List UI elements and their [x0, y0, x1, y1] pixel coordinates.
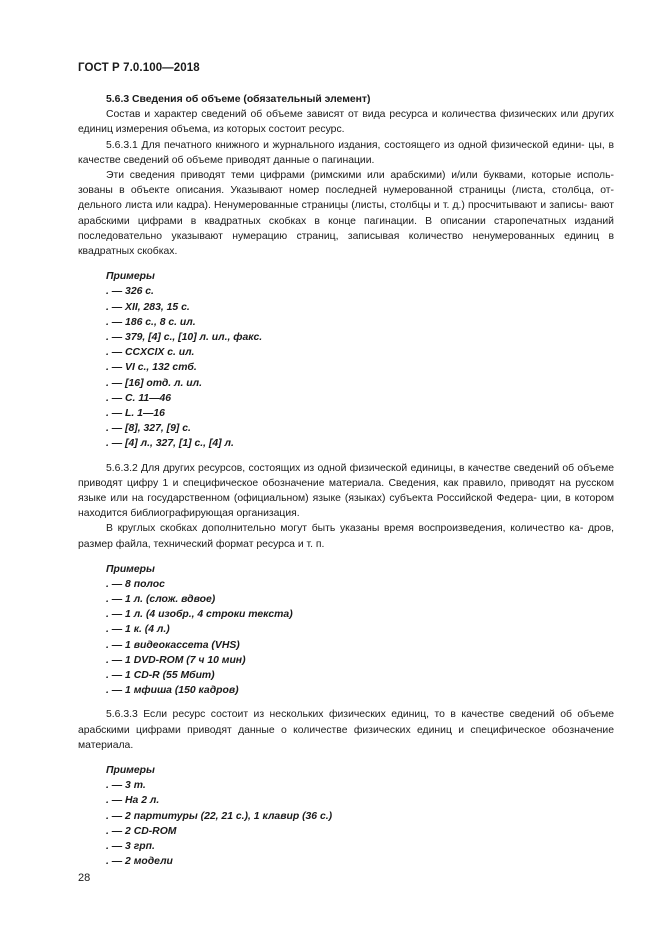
example-item: . — 1 к. (4 л.) [106, 624, 170, 636]
example-item: . — С. 11—46 [106, 392, 172, 404]
example-item: . — 326 с. [106, 286, 154, 298]
example-item: . — 186 с., 8 с. ил. [106, 316, 196, 328]
example-item: . — 1 DVD-ROM (7 ч 10 мин) [106, 654, 246, 666]
example-item: . — CCXCIX с. ил. [106, 347, 195, 359]
example-item: . — 1 л. (4 изобр., 4 строки текста) [106, 609, 293, 621]
example-item: . — L. 1—16 [106, 407, 165, 419]
document-body [78, 92, 614, 869]
examples-list-1 [78, 284, 614, 451]
section-title: 5.6.3 Сведения об объеме (обязательный элемент) [106, 94, 371, 105]
examples-list-2 [78, 577, 614, 699]
examples-title-2: Примеры [106, 563, 155, 575]
document-header: ГОСТ Р 7.0.100—2018 [78, 62, 200, 74]
example-item: . — [8], 327, [9] с. [106, 423, 191, 435]
example-item: . — [16] отд. л. ил. [106, 377, 202, 389]
paragraph-6: 5.6.3.3 Если ресурс состоит из нескольких физических единиц, то в качестве сведений об объеме арабскими цифрами приводят данные о количестве физических единиц и специфическое обозначение материала. [78, 709, 614, 751]
example-item: . — 1 мфиша (150 кадров) [106, 685, 239, 697]
example-item: . — 2 модели [106, 856, 173, 868]
example-item: . — На 2 л. [106, 795, 160, 807]
example-item: . — 379, [4] с., [10] л. ил., факс. [106, 332, 263, 343]
example-item: . — 1 видеокассета (VHS) [106, 639, 240, 651]
example-item: . — [4] л., 327, [1] с., [4] л. [106, 438, 234, 450]
paragraph-4: 5.6.3.2 Для других ресурсов, состоящих из одной физической единицы, в качестве сведений об объеме приводят цифру 1 и специфическое обозначение материала. Сведения, как правило, приводят на русском языке или на государственном (официальном) языке (языках) субъекта Российской Федера- ции, в котором находится библиографирующая организация. [78, 462, 614, 520]
example-item: . — 2 партитуры (22, 21 с.), 1 клавир (36 с.) [106, 810, 333, 822]
examples-list-3 [78, 778, 614, 869]
example-item: . — 2 CD-ROM [106, 825, 177, 837]
paragraph-1: Состав и характер сведений об объеме зависят от вида ресурса и количества физических или других единиц измерения объема, из которых состоит ресурс. [78, 109, 614, 136]
examples-title-1: Примеры [106, 271, 155, 283]
example-item: . — 3 грп. [106, 840, 155, 852]
paragraph-2: 5.6.3.1 Для печатного книжного и журнального издания, состоящего из одной физической едини- цы, в качестве сведений об объеме приводят данные о пагинации. [78, 139, 614, 166]
page-number: 28 [78, 872, 91, 884]
example-item: . — VI с., 132 стб. [106, 362, 197, 374]
example-item: . — XII, 283, 15 с. [106, 301, 190, 313]
example-item: . — 8 полос [106, 578, 165, 590]
example-item: . — 3 т. [106, 780, 146, 792]
examples-title-3: Примеры [106, 765, 155, 777]
paragraph-5: В круглых скобках дополнительно могут быть указаны время воспроизведения, количество ка- дров, размер файла, технический формат ресурса и т. п. [78, 523, 614, 550]
example-item: . — 1 л. (слож. вдвое) [106, 594, 216, 606]
example-item: . — 1 CD-R (55 Мбит) [106, 670, 215, 682]
paragraph-3: Эти сведения приводят теми цифрами (римскими или арабскими) и/или буквами, которые исполь- зованы в объекте описания. Указывают номер последней нумерованной страницы (листа, столбца, от- дельного листа или кадра). Ненумерованные страницы (листы, столбцы и т. д.) просчитывают и записы- вают арабскими цифрами в квадратных скобках в конце пагинации. В описании старопечатных изданий последовательно указывают нумерацию страниц, записывая количество ненумерованных единиц в квадратных скобках. [78, 170, 614, 258]
